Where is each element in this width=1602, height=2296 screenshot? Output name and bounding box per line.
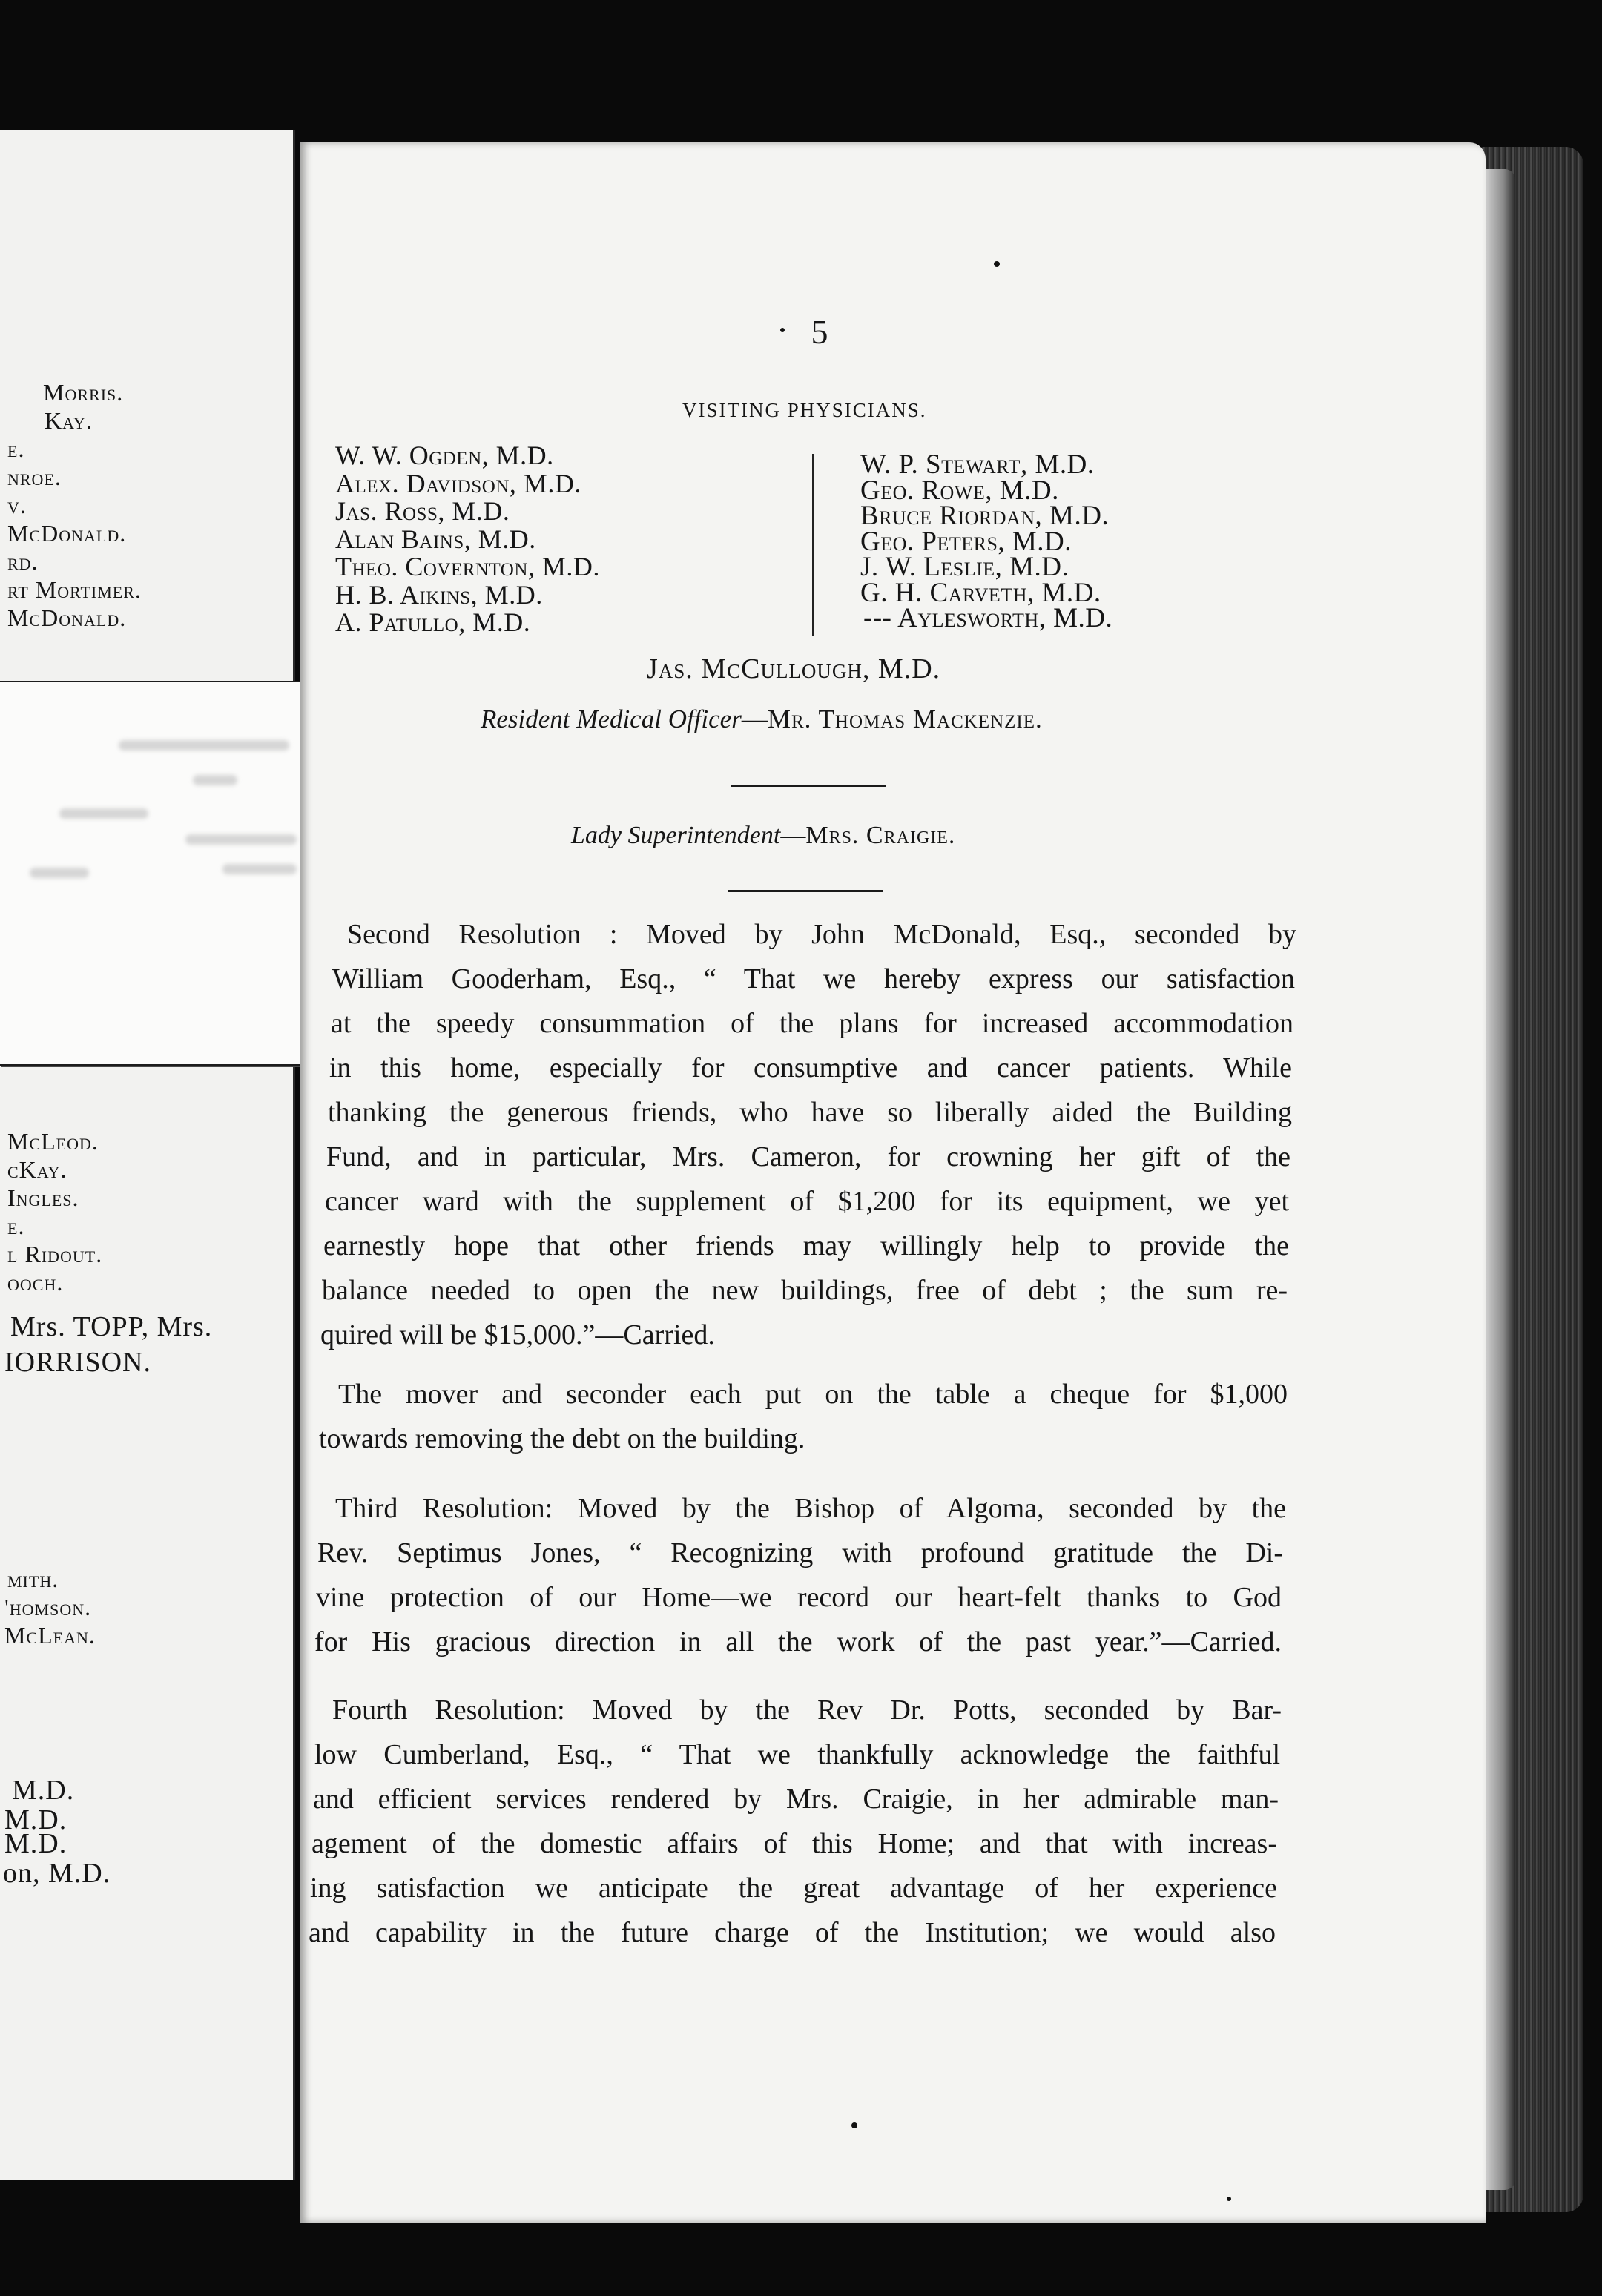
physician-name: W. P. Stewart, M.D. <box>860 449 1095 480</box>
page-number: 5 <box>811 313 828 351</box>
body-text-line: and capability in the future charge of the Institution; we would also <box>309 1917 1276 1948</box>
left-name-line: v. <box>7 492 27 518</box>
physicians-right-column <box>860 449 1113 633</box>
left-name-line: 'homson. <box>4 1594 92 1620</box>
left-names-group-f <box>0 1772 293 1891</box>
body-text-line: in this home, especially for consumptive and cancer patients. While <box>329 1052 1292 1083</box>
body-text-line: The mover and seconder each put on the table a cheque for $1,000 <box>338 1379 1288 1410</box>
em-dash: — <box>780 822 806 849</box>
left-name-line: e. <box>7 435 25 462</box>
print-speck <box>994 261 1000 267</box>
section-rule <box>731 785 886 787</box>
body-text-line: low Cumberland, Esq., “ That we thankfully acknowledge the faithful <box>314 1739 1280 1770</box>
physician-name: Alex. Davidson, M.D. <box>335 468 581 498</box>
physician-name: Bruce Riordan, M.D. <box>860 501 1110 531</box>
physician-name: A. Patullo, M.D. <box>335 607 531 637</box>
body-text-line: for His gracious direction in all the work of the past year.”—Carried. <box>314 1626 1282 1657</box>
physician-name: J. W. Leslie, M.D. <box>860 552 1069 582</box>
em-dash: — <box>741 705 768 733</box>
physician-name: Alan Bains, M.D. <box>335 524 536 554</box>
section-rule <box>728 890 883 892</box>
left-page <box>0 130 295 2180</box>
body-text-line: William Gooderham, Esq., “ That we hereby express our satisfaction <box>332 963 1295 994</box>
left-name-line: rd. <box>7 548 39 575</box>
body-text-line: vine protection of our Home—we record our heart-felt thanks to God <box>316 1582 1282 1613</box>
physician-name-centered: Jas. McCullough, M.D. <box>647 653 941 684</box>
visiting-physicians-heading: VISITING PHYSICIANS. <box>682 399 927 421</box>
left-name-line: Morris. <box>43 379 124 406</box>
body-text-line: cancer ward with the supplement of $1,200 for its equipment, we yet <box>325 1186 1289 1217</box>
body-text-line: balance needed to open the new buildings, free of debt ; the sum re- <box>322 1275 1288 1306</box>
left-name-line: e. <box>7 1213 25 1239</box>
left-name-line: M.D. <box>12 1775 75 1806</box>
left-name-line: McLeod. <box>7 1128 99 1155</box>
physician-name: H. B. Aikins, M.D. <box>335 579 543 610</box>
left-names-group-d <box>0 1309 293 1380</box>
left-name-line: ooch. <box>7 1269 64 1296</box>
left-name-line: mith. <box>7 1566 59 1592</box>
left-names-group-e <box>0 1565 293 1649</box>
officer-name: Mr. Thomas Mackenzie. <box>767 705 1043 733</box>
body-text-line: ing satisfaction we anticipate the great advantage of her experience <box>310 1873 1277 1904</box>
body-text-line: at the speedy consummation of the plans for increased accommodation <box>331 1008 1293 1039</box>
physician-name: Geo. Rowe, M.D. <box>860 475 1059 506</box>
resident-medical-officer-line <box>481 705 1043 734</box>
book-fore-edge <box>1480 147 1583 2212</box>
body-text-line: quired will be $15,000.”—Carried. <box>320 1319 715 1350</box>
body-text-line: Rev. Septimus Jones, “ Recognizing with profound gratitude the Di- <box>317 1537 1283 1568</box>
body-text-line: agement of the domestic affairs of this Home; and that with increas- <box>312 1828 1277 1859</box>
left-names-group-c <box>0 1127 293 1296</box>
physicians-column-divider <box>812 454 814 636</box>
left-name-line: McLean. <box>4 1622 96 1649</box>
physician-name: Geo. Peters, M.D. <box>860 526 1072 557</box>
pasted-paper-slip <box>0 681 312 1066</box>
left-name-line: nroe. <box>7 464 62 490</box>
body-text-line: towards removing the debt on the building. <box>319 1423 805 1454</box>
body-text-line: earnestly hope that other friends may willingly help to provide the <box>323 1230 1289 1261</box>
left-name-line: on, M.D. <box>3 1858 111 1889</box>
body-text-line: Second Resolution : Moved by John McDonald, Esq., seconded by <box>347 919 1296 950</box>
superintendent-name: Mrs. Craigie. <box>805 822 956 849</box>
left-name-line: cKay. <box>7 1156 67 1183</box>
print-speck <box>780 328 785 332</box>
physician-name: Jas. Ross, M.D. <box>335 496 510 526</box>
left-name-line: Ingles. <box>7 1184 79 1211</box>
lady-superintendent-line <box>571 822 955 850</box>
body-text-line: thanking the generous friends, who have so liberally aided the Building <box>328 1097 1292 1128</box>
left-name-line: Mrs. TOPP, Mrs. <box>10 1311 213 1342</box>
print-speck <box>851 2122 857 2128</box>
physician-name: Theo. Covernton, M.D. <box>335 552 600 581</box>
left-name-line: McDonald. <box>7 520 127 547</box>
officer-role: Resident Medical Officer <box>481 705 742 733</box>
left-name-line: McDonald. <box>7 604 127 631</box>
physicians-left-column <box>335 442 600 637</box>
left-name-line: M.D. <box>4 1828 67 1859</box>
left-name-line: IORRISON. <box>4 1347 151 1378</box>
body-text-line: Third Resolution: Moved by the Bishop of Algoma, seconded by the <box>335 1493 1286 1524</box>
left-name-line: M.D. <box>4 1804 67 1835</box>
print-speck <box>1227 2197 1231 2201</box>
physician-name: W. W. Ogden, M.D. <box>335 441 554 470</box>
physician-name: --- Aylesworth, M.D. <box>863 603 1113 633</box>
body-text-line: Fund, and in particular, Mrs. Cameron, for crowning her gift of the <box>326 1141 1290 1172</box>
body-text-line: and efficient services rendered by Mrs. Craigie, in her admirable man- <box>313 1784 1279 1815</box>
left-name-line: Kay. <box>44 407 93 434</box>
physician-name: G. H. Carveth, M.D. <box>860 577 1101 608</box>
body-text-line: Fourth Resolution: Moved by the Rev Dr. Potts, seconded by Bar- <box>332 1695 1282 1726</box>
superintendent-role: Lady Superintendent <box>571 822 781 849</box>
left-name-line: l Ridout. <box>7 1241 103 1267</box>
left-names-group-a <box>0 378 293 632</box>
left-name-line: rt Mortimer. <box>7 576 142 603</box>
